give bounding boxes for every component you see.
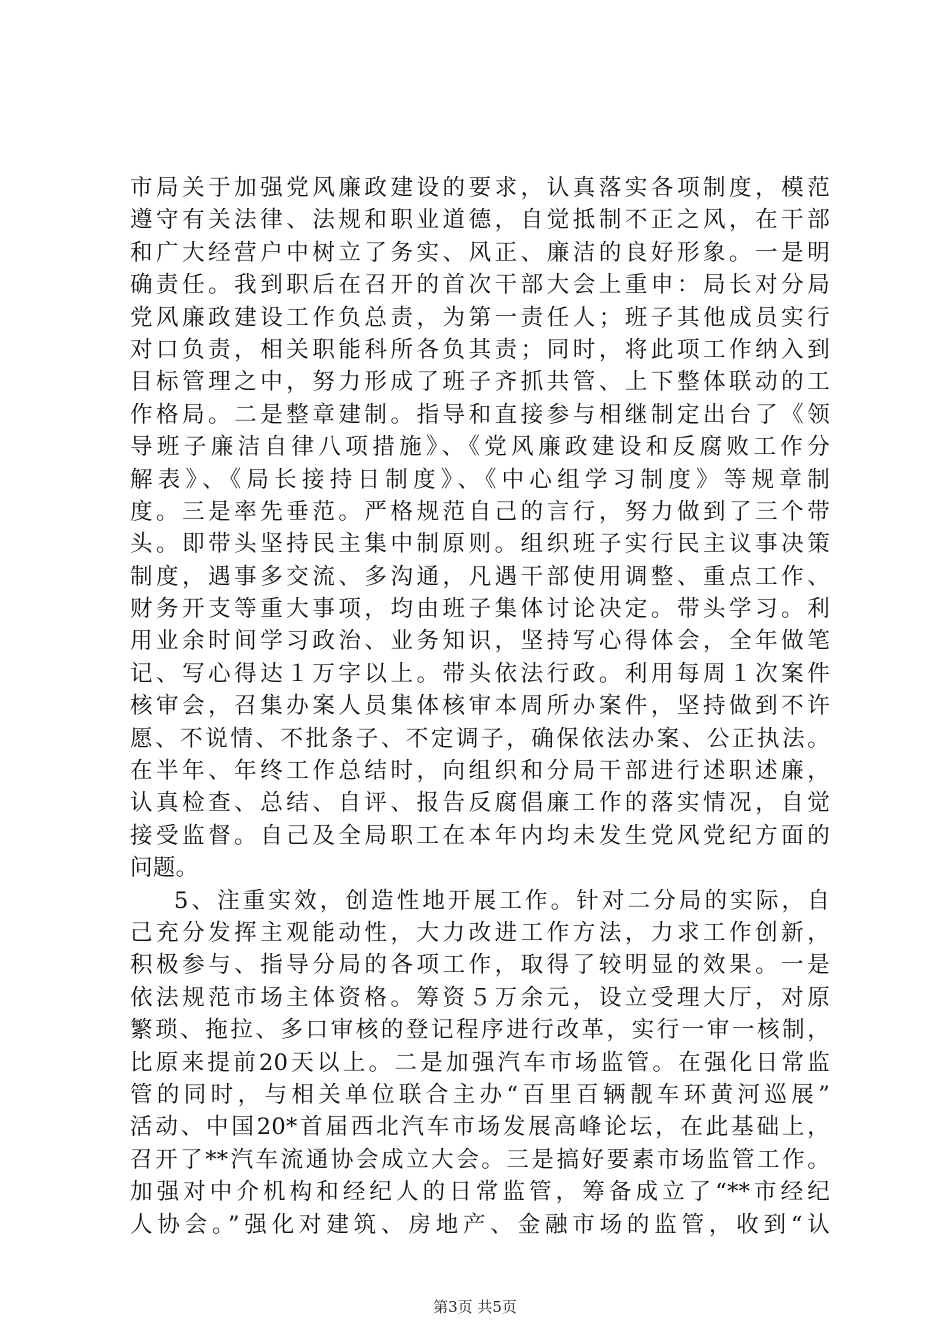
text-line: 用业余时间学习政治、业务知识，坚持写心得体会，全年做笔 xyxy=(130,628,830,655)
page-footer: 第3页 共5页 xyxy=(433,1298,517,1316)
text-line: 活动、中国20*首届西北汽车市场发展高峰论坛，在此基础上， xyxy=(130,1114,830,1141)
text-line: 比原来提前20天以上。二是加强汽车市场监管。在强化日常监 xyxy=(130,1049,830,1076)
text-line: 核审会，召集办案人员集体核审本周所办案件，坚持做到不许 xyxy=(130,693,830,720)
text-line: 人协会。”强化对建筑、房地产、金融市场的监管，收到“认 xyxy=(130,1211,830,1238)
text-line: 接受监督。自己及全局职工在本年内均未发生党风党纪方面的 xyxy=(130,822,830,849)
text-line: 目标管理之中，努力形成了班子齐抓共管、上下整体联动的工 xyxy=(130,369,830,396)
body-text xyxy=(130,172,830,1241)
text-line: 繁琐、拖拉、多口审核的登记程序进行改革，实行一审一核制， xyxy=(130,1017,830,1044)
text-line: 积极参与、指导分局的各项工作，取得了较明显的效果。一是 xyxy=(130,952,830,979)
text-line: 召开了**汽车流通协会成立大会。三是搞好要素市场监管工作。 xyxy=(130,1146,830,1173)
text-line: 制度，遇事多交流、多沟通，凡遇干部使用调整、重点工作、 xyxy=(130,563,830,590)
text-line: 己充分发挥主观能动性，大力改进工作方法，力求工作创新， xyxy=(130,919,830,946)
text-line: 作格局。二是整章建制。指导和直接参与相继制定出台了《领 xyxy=(130,401,830,428)
text-line: 在半年、年终工作总结时，向组织和分局干部进行述职述廉， xyxy=(130,758,830,785)
text-line: 愿、不说情、不批条子、不定调子，确保依法办案、公正执法。 xyxy=(130,725,830,752)
text-line: 遵守有关法律、法规和职业道德，自觉抵制不正之风，在干部 xyxy=(130,207,830,234)
text-line: 和广大经营户中树立了务实、风正、廉洁的良好形象。一是明 xyxy=(130,239,830,266)
text-line: 认真检查、总结、自评、报告反腐倡廉工作的落实情况，自觉 xyxy=(130,790,830,817)
text-line: 记、写心得达１万字以上。带头依法行政。利用每周１次案件 xyxy=(130,660,830,687)
text-line: 导班子廉洁自律八项措施》、《党风廉政建设和反腐败工作分 xyxy=(130,434,830,461)
text-line: 确责任。我到职后在召开的首次干部大会上重申：局长对分局 xyxy=(130,272,830,299)
text-line: 对口负责，相关职能科所各负其责；同时，将此项工作纳入到 xyxy=(130,336,830,363)
text-line: 头。即带头坚持民主集中制原则。组织班子实行民主议事决策 xyxy=(130,531,830,558)
text-line: 解表》、《局长接持日制度》、《中心组学习制度》等规章制 xyxy=(130,466,830,493)
text-line: 问题。 xyxy=(130,855,199,882)
text-line: 市局关于加强党风廉政建设的要求，认真落实各项制度，模范 xyxy=(130,175,830,201)
text-line: 度。三是率先垂范。严格规范自己的言行，努力做到了三个带 xyxy=(130,498,830,525)
paragraph-first-line: 5、注重实效，创造性地开展工作。针对二分局的实际，自 xyxy=(174,887,830,914)
text-line: 管的同时，与相关单位联合主办“百里百辆靓车环黄河巡展” xyxy=(130,1081,830,1108)
text-line: 依法规范市场主体资格。筹资５万余元，设立受理大厅，对原 xyxy=(130,984,830,1011)
text-line: 党风廉政建设工作负总责，为第一责任人；班子其他成员实行 xyxy=(130,304,830,331)
text-line: 加强对中介机构和经纪人的日常监管，筹备成立了“**市经纪 xyxy=(130,1179,830,1206)
text-line: 财务开支等重大事项，均由班子集体讨论决定。带头学习。利 xyxy=(130,596,830,623)
